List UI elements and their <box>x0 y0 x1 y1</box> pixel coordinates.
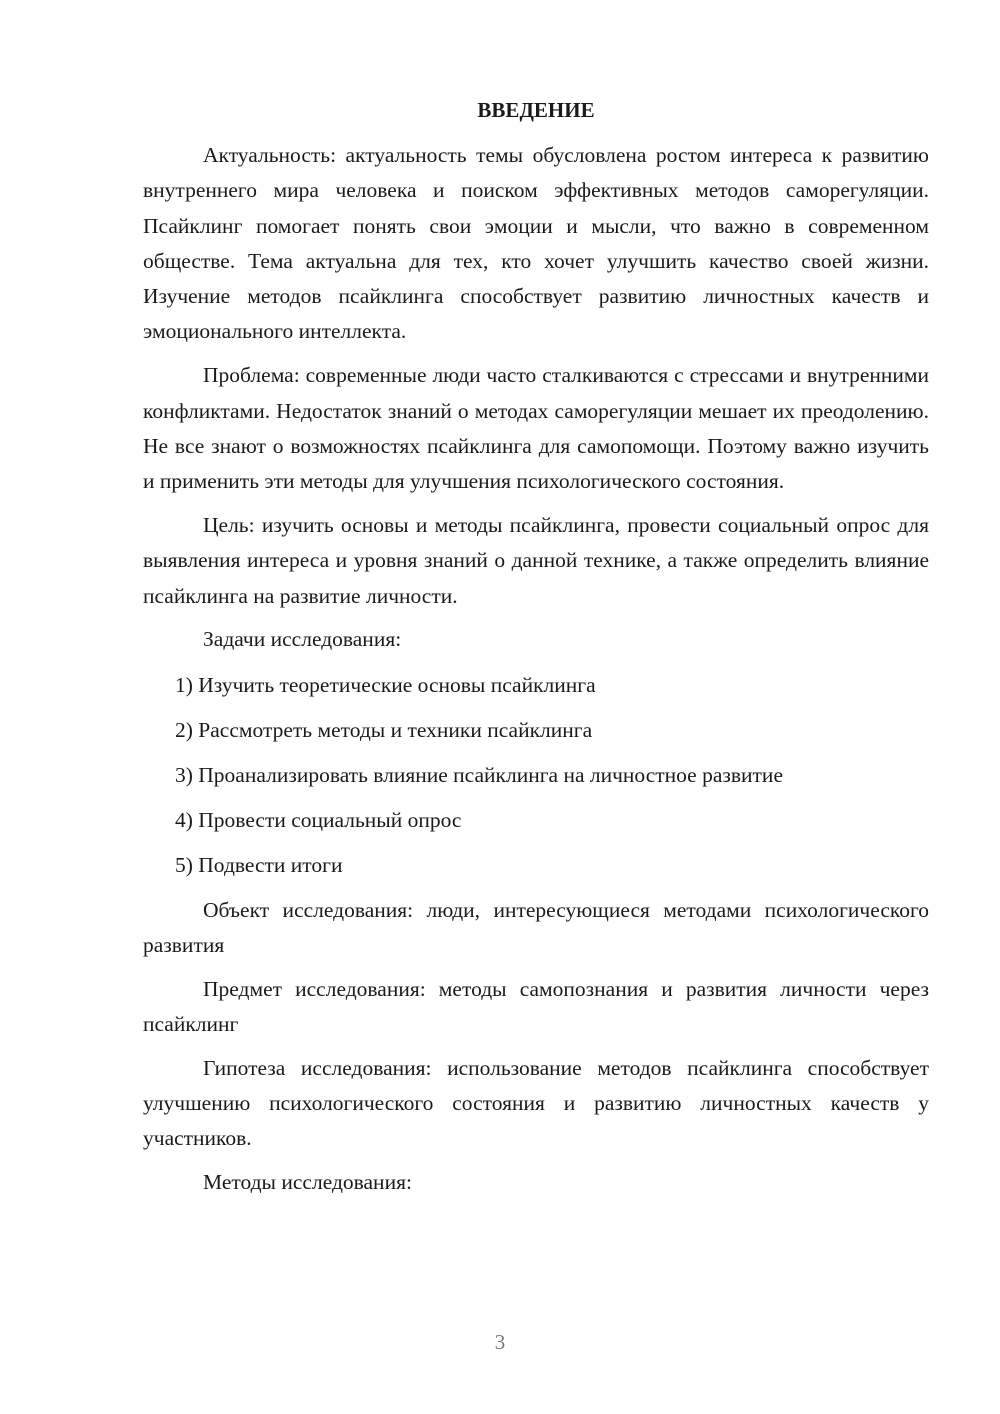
paragraph-relevance: Актуальность: актуальность темы обусловлена ростом интереса к развитию внутреннего мира человека и поиском эффективных методов саморегуляции. Псайклинг помогает понять свои эмоции и мысли, что важно в современном обществе. Тема актуальна для тех, кто хочет улучшить качество своей жизни. Изучение методов псайклинга способствует развитию личностных качеств и эмоционального интеллекта. <box>143 143 929 344</box>
paragraph-goal: Цель: изучить основы и методы псайклинга, провести социальный опрос для выявления интереса и уровня знаний о данной технике, а также определить влияние псайклинга на развитие личности. <box>143 512 929 608</box>
tasks-list <box>143 668 929 883</box>
page-number: 3 <box>494 1330 506 1354</box>
document-page <box>143 92 929 1210</box>
list-item: 4) Провести социальный опрос <box>175 807 462 832</box>
list-item: 5) Подвести итоги <box>175 852 343 877</box>
paragraph-object: Объект исследования: люди, интересующиеся методами психологического развития <box>143 897 929 957</box>
paragraph-subject: Предмет исследования: методы самопознания и развития личности через псайклинг <box>143 976 929 1036</box>
list-item: 1) Изучить теоретические основы псайклинга <box>175 672 596 697</box>
methods-heading: Методы исследования: <box>203 1170 412 1195</box>
paragraph-hypothesis: Гипотеза исследования: использование методов псайклинга способствует улучшению психологического состояния и развитию личностных качеств у участников. <box>143 1055 929 1151</box>
tasks-heading: Задачи исследования: <box>203 627 402 652</box>
list-item: 2) Рассмотреть методы и техники псайклинга <box>175 717 593 742</box>
paragraph-problem: Проблема: современные люди часто сталкиваются с стрессами и внутренними конфликтами. Недостаток знаний о методах саморегуляции мешает их преодолению. Не все знают о возможностях псайклинга для самопомощи. Поэтому важно изучить и применить эти методы для улучшения психологического состояния. <box>143 363 929 494</box>
list-item: 3) Проанализировать влияние псайклинга на личностное развитие <box>175 762 783 787</box>
section-title: ВВЕДЕНИЕ <box>477 98 595 122</box>
